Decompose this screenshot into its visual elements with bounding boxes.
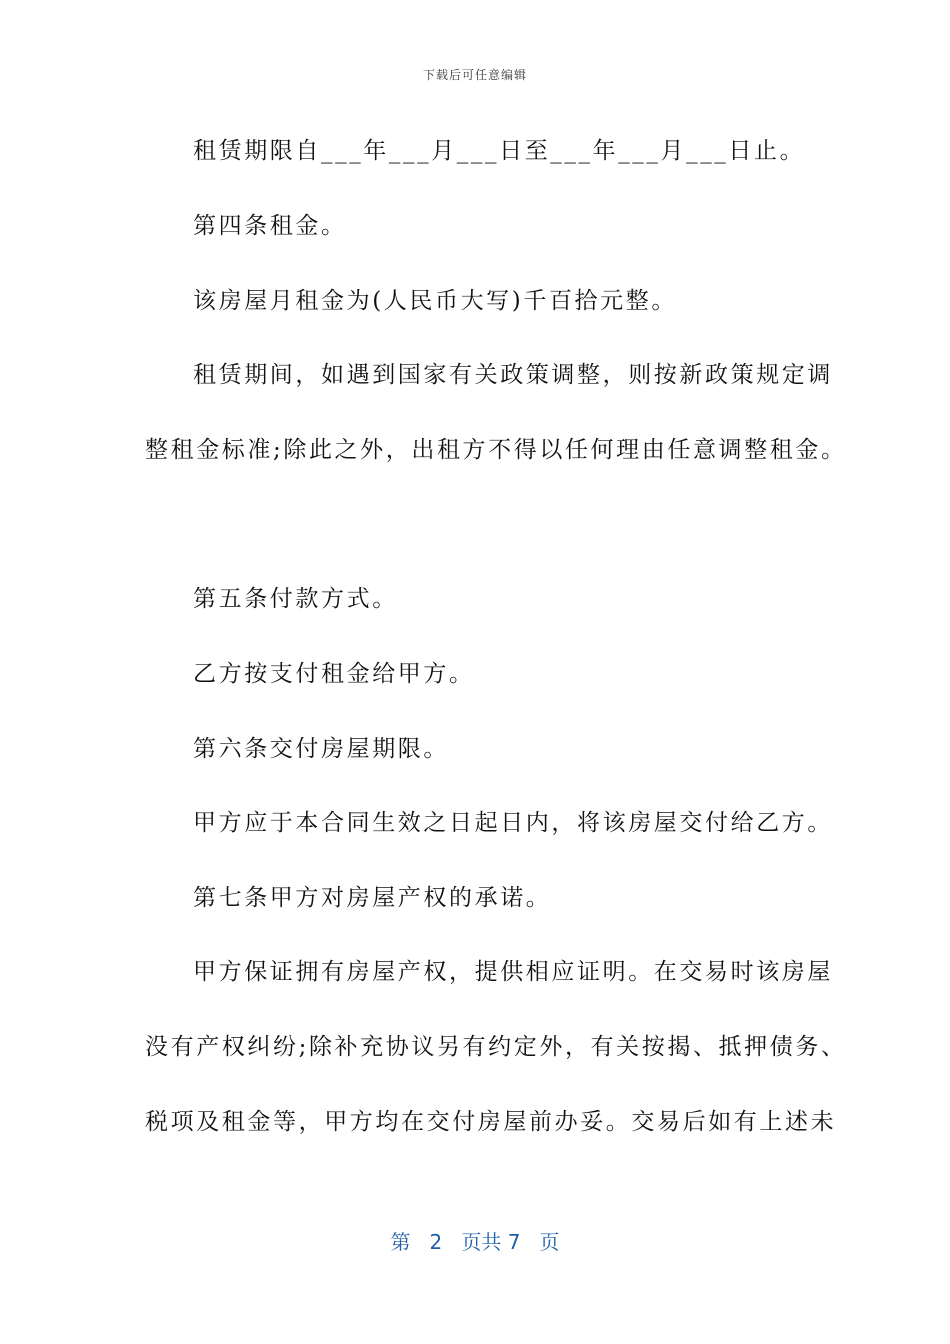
paragraph-line: 租赁期限自___年___月___日至___年___月___日止。 (193, 138, 806, 164)
footer-prefix: 第 (390, 1230, 411, 1254)
total-pages-number: 7 (507, 1230, 521, 1254)
paragraph-line: 整租金标准;除此之外，出租方不得以任何理由任意调整租金。 (145, 437, 847, 463)
footer-middle: 页共 (461, 1230, 502, 1254)
footer-suffix: 页 (539, 1230, 560, 1254)
page-footer (0, 1226, 950, 1255)
paragraph-line: 税项及租金等，甲方均在交付房屋前办妥。交易后如有上述未 (145, 1109, 837, 1135)
paragraph-line: 租赁期间，如遇到国家有关政策调整，则按新政策规定调 (193, 362, 833, 388)
paragraph-line: 第四条租金。 (193, 213, 347, 239)
current-page-number: 2 (429, 1230, 443, 1254)
paragraph-line: 甲方应于本合同生效之日起日内，将该房屋交付给乙方。 (193, 810, 833, 836)
paragraph-line: 该房屋月租金为(人民币大写)千百拾元整。 (193, 288, 677, 314)
paragraph-line: 第七条甲方对房屋产权的承诺。 (193, 885, 552, 911)
paragraph-line: 第六条交付房屋期限。 (193, 736, 449, 762)
paragraph-line: 没有产权纠纷;除补充协议另有约定外，有关按揭、抵押债务、 (145, 1034, 847, 1060)
paragraph-line: 第五条付款方式。 (193, 586, 398, 612)
paragraph-line: 甲方保证拥有房屋产权，提供相应证明。在交易时该房屋 (193, 959, 833, 985)
paragraph-line: 乙方按支付租金给甲方。 (193, 661, 475, 687)
page-header: 下载后可任意编辑 (422, 68, 527, 82)
